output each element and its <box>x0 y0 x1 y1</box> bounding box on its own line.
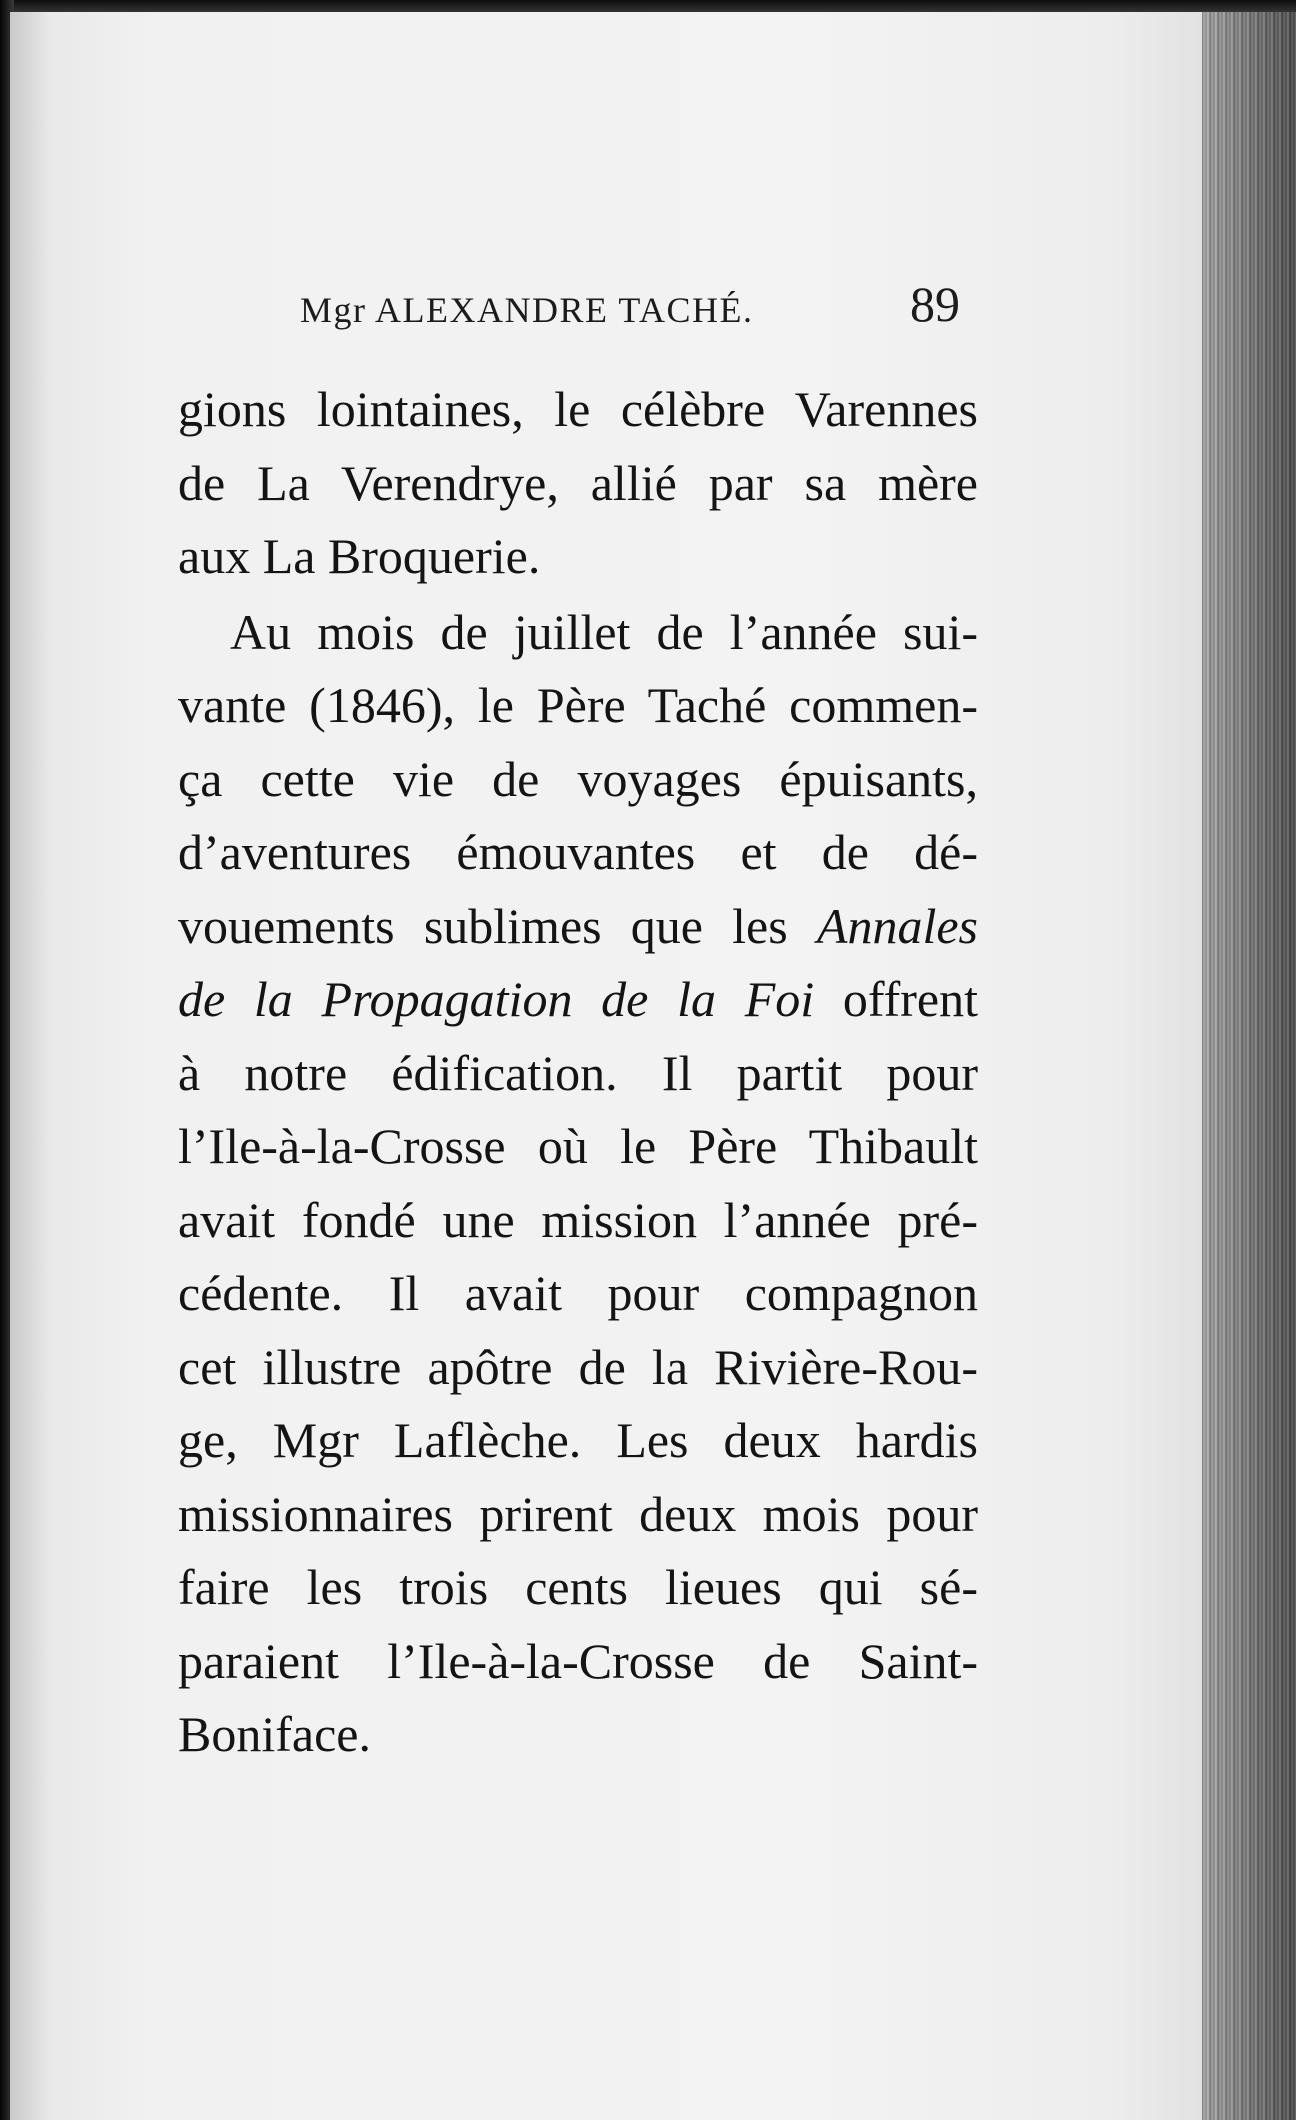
text-line: de La Verendrye, allié par sa mère <box>178 454 978 511</box>
body-text <box>178 373 978 1772</box>
text-line: Au mois de juillet de l’année sui- <box>230 603 978 660</box>
text-line: paraient l’Ile-à-la-Crosse de Saint- <box>178 1632 978 1689</box>
text-line: gions lointaines, le célèbre Varennes <box>178 381 978 437</box>
text-run: offrent <box>814 971 978 1027</box>
running-head: Mgr ALEXANDRE TACHÉ. <box>300 290 754 330</box>
italic-title-run: de la Propagation de la Foi <box>178 971 815 1027</box>
text-line: faire les trois cents lieues qui sé- <box>178 1559 978 1615</box>
page-header <box>300 275 960 345</box>
text-line: vante (1846), le Père Taché commen- <box>178 677 978 733</box>
text-line: aux La Broquerie. <box>178 528 541 584</box>
text-line: missionnaires prirent deux mois pour <box>178 1485 978 1542</box>
text-line: cédente. Il avait pour compagnon <box>178 1265 978 1321</box>
page-number: 89 <box>910 276 960 332</box>
text-line: l’Ile-à-la-Crosse où le Père Thibault <box>178 1118 978 1174</box>
text-run: vouements sublimes que les <box>178 897 817 954</box>
page-edges-shade <box>1202 12 1296 2120</box>
text-line <box>178 963 978 1037</box>
italic-title-run: Annales <box>816 897 978 954</box>
text-line: ge, Mgr Laflèche. Les deux hardis <box>178 1412 978 1468</box>
text-line <box>178 890 978 964</box>
text-line: Boniface. <box>178 1706 371 1762</box>
text-line: à notre édification. Il partit pour <box>178 1044 978 1101</box>
text-line: d’aventures émouvantes et de dé- <box>178 824 978 880</box>
text-line: ça cette vie de voyages épuisants, <box>178 750 978 807</box>
text-line: cet illustre apôtre de la Rivière-Rou- <box>178 1338 978 1395</box>
text-line: avait fondé une mission l’année pré- <box>178 1191 978 1248</box>
